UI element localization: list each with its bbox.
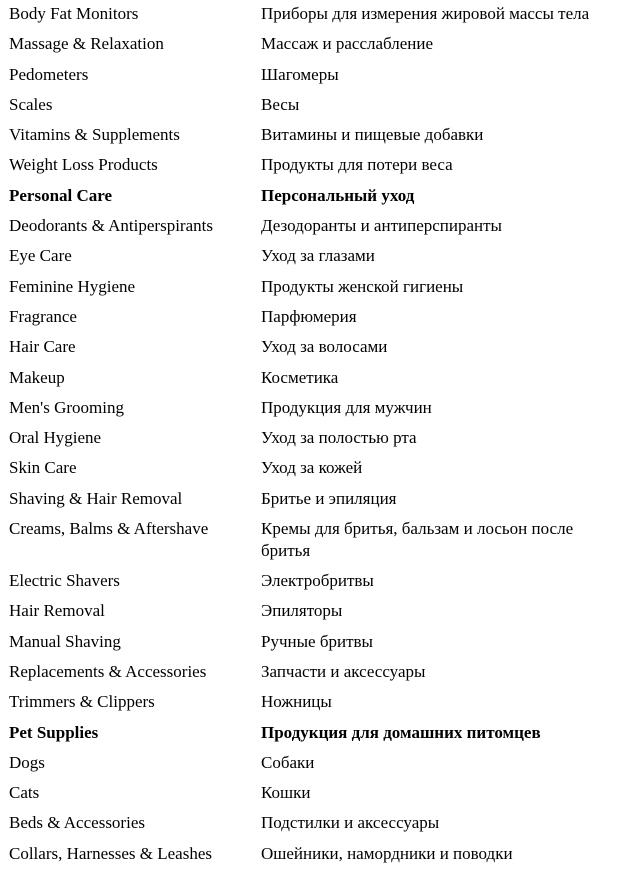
category-row xyxy=(9,364,619,394)
category-name-english: Men's Grooming xyxy=(9,397,124,417)
category-name-russian: Уход за кожей xyxy=(261,458,363,478)
category-row xyxy=(9,333,619,363)
category-name-english: Pedometers xyxy=(9,64,89,84)
category-header-english: Pet Supplies xyxy=(9,722,99,742)
category-name-english: Manual Shaving xyxy=(9,631,121,651)
category-row xyxy=(9,485,619,515)
category-row xyxy=(9,658,619,688)
category-name-russian: Косметика xyxy=(261,367,339,387)
category-row xyxy=(9,394,619,424)
category-name-russian: Эпиляторы xyxy=(261,601,343,621)
category-name-russian: Уход за полостью рта xyxy=(261,428,417,448)
category-name-russian: Продукты для потери веса xyxy=(261,155,453,175)
category-name-russian: Приборы для измерения жировой массы тела xyxy=(261,4,590,23)
category-name-english: Feminine Hygiene xyxy=(9,276,136,296)
category-name-russian: Ошейники, намордники и поводки xyxy=(261,843,513,863)
category-name-english: Vitamins & Supplements xyxy=(9,125,180,145)
category-row xyxy=(9,567,619,597)
category-name-english: Creams, Balms & Aftershave xyxy=(9,519,209,539)
category-name-english: Beds & Accessories xyxy=(9,813,145,833)
category-name-russian: Дезодоранты и антиперспиранты xyxy=(261,216,502,236)
category-header-russian: Продукция для домашних питомцев xyxy=(261,722,541,742)
category-name-english: Oral Hygiene xyxy=(9,428,102,448)
category-name-russian: Ручные бритвы xyxy=(261,631,373,651)
category-name-russian: Шагомеры xyxy=(261,64,339,84)
category-name-english: Electric Shavers xyxy=(9,571,120,591)
category-row xyxy=(9,212,619,242)
category-row xyxy=(9,597,619,627)
category-name-russian: Витамины и пищевые добавки xyxy=(261,125,484,145)
category-name-russian: Собаки xyxy=(261,752,315,772)
category-row xyxy=(9,454,619,484)
category-row xyxy=(9,121,619,151)
category-name-english: Body Fat Monitors xyxy=(9,4,139,23)
category-name-russian: Кошки xyxy=(261,783,311,803)
category-name-russian: Парфюмерия xyxy=(261,306,357,326)
category-row xyxy=(9,515,619,567)
category-name-russian: Запчасти и аксессуары xyxy=(261,661,426,681)
category-row xyxy=(9,242,619,272)
category-name-russian: Уход за волосами xyxy=(261,337,388,357)
category-name-russian: Продукция для мужчин xyxy=(261,397,432,417)
category-name-russian: Продукты женской гигиены xyxy=(261,276,464,296)
category-row xyxy=(9,809,619,839)
category-glossary-table xyxy=(9,0,619,870)
category-row xyxy=(9,273,619,303)
category-row xyxy=(9,30,619,60)
category-name-russian: Ножницы xyxy=(261,692,332,712)
category-row xyxy=(9,303,619,333)
category-row xyxy=(9,688,619,718)
category-name-russian: Подстилки и аксессуары xyxy=(261,813,440,833)
category-header-russian: Персональный уход xyxy=(261,185,415,205)
category-name-english: Trimmers & Clippers xyxy=(9,692,155,712)
category-row xyxy=(9,840,619,870)
category-name-english: Scales xyxy=(9,94,53,114)
category-row xyxy=(9,91,619,121)
category-name-english: Dogs xyxy=(9,752,45,772)
category-name-russian: Уход за глазами xyxy=(261,246,375,266)
category-name-russian: Кремы для бритья, бальзам и лосьон после бритья xyxy=(261,519,574,561)
category-name-russian: Массаж и расслабление xyxy=(261,34,434,54)
category-row xyxy=(9,424,619,454)
category-row xyxy=(9,779,619,809)
category-header-row xyxy=(9,182,619,212)
category-header-english: Personal Care xyxy=(9,185,113,205)
category-row xyxy=(9,628,619,658)
category-name-english: Makeup xyxy=(9,367,65,387)
category-row xyxy=(9,749,619,779)
category-name-russian: Электробритвы xyxy=(261,571,374,591)
category-row xyxy=(9,0,619,30)
category-name-russian: Весы xyxy=(261,94,300,114)
category-name-english: Deodorants & Antiperspirants xyxy=(9,216,213,236)
category-name-english: Collars, Harnesses & Leashes xyxy=(9,843,213,863)
category-name-english: Hair Removal xyxy=(9,601,105,621)
category-name-english: Massage & Relaxation xyxy=(9,34,164,54)
category-row xyxy=(9,61,619,91)
category-name-english: Shaving & Hair Removal xyxy=(9,488,183,508)
category-row xyxy=(9,151,619,181)
category-name-english: Eye Care xyxy=(9,246,72,266)
category-name-english: Hair Care xyxy=(9,337,76,357)
category-name-english: Fragrance xyxy=(9,306,77,326)
category-name-english: Cats xyxy=(9,783,40,803)
category-name-english: Weight Loss Products xyxy=(9,155,158,175)
category-name-english: Skin Care xyxy=(9,458,77,478)
category-name-russian: Бритье и эпиляция xyxy=(261,488,397,508)
category-header-row xyxy=(9,719,619,749)
category-name-english: Replacements & Accessories xyxy=(9,661,207,681)
